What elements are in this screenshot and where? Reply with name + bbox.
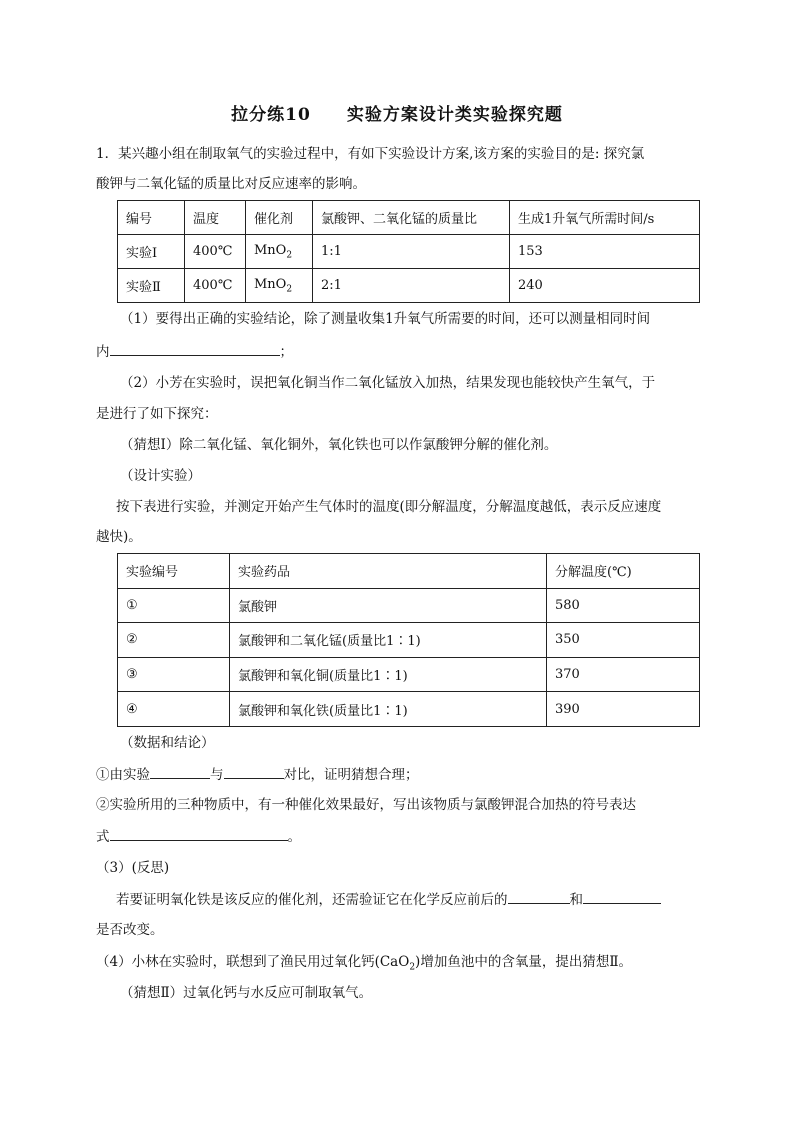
text: （4）小林在实验时，联想到了渔民用过氧化钙(CaO: [96, 954, 410, 970]
table-cell: ①: [118, 588, 230, 623]
table-cell: ②: [118, 623, 230, 658]
table-cell: 实验Ⅱ: [118, 269, 185, 303]
table-cell: 390: [547, 692, 700, 727]
sub-question-2-line2: 是进行了如下探究：: [96, 406, 218, 422]
header-cell: 催化剂: [246, 201, 313, 235]
sub-question-1-line2: [96, 341, 293, 362]
table-cell: 2:1: [313, 269, 510, 303]
header-cell: 温度: [185, 201, 246, 235]
table-cell: 240: [510, 269, 700, 303]
table-cell: [246, 235, 313, 269]
text: 式: [96, 829, 110, 845]
conclusion-1: [96, 764, 419, 785]
answer-blank[interactable]: [110, 826, 288, 841]
text: 对比，证明猜想合理；: [283, 767, 419, 783]
table-row: [118, 657, 700, 692]
table-cell: [246, 269, 313, 303]
table-header-row: [118, 201, 700, 235]
table-row: [118, 588, 700, 623]
formula-subscript: 2: [409, 962, 416, 973]
page-title: 拉分练10 实验方案设计类实验探究题: [231, 105, 563, 125]
table-cell: 400℃: [185, 269, 246, 303]
sub-question-3-line2: 是否改变。: [96, 922, 164, 938]
answer-blank[interactable]: [508, 889, 570, 904]
formula-subscript: 2: [286, 250, 293, 261]
data-conclusion-heading: （数据和结论）: [120, 735, 215, 751]
formula-text: MnO: [254, 276, 287, 292]
table-cell: 氯酸钾和氧化铁(质量比1∶1): [230, 692, 547, 727]
header-cell: 编号: [118, 201, 185, 235]
text: 和: [569, 892, 583, 908]
sub-question-2-line1: （2）小芳在实验时，误把氧化铜当作二氧化锰放入加热，结果发现也能较快产生氧气，于: [120, 375, 656, 391]
header-cell: 实验编号: [118, 554, 230, 589]
question-intro-line2: 酸钾与二氧化锰的质量比对反应速率的影响。: [96, 176, 366, 192]
table-cell: 氯酸钾和二氧化锰(质量比1∶1): [230, 623, 547, 658]
table-row: [118, 623, 700, 658]
text: ；: [279, 344, 293, 360]
table-cell: 氯酸钾和氧化铜(质量比1∶1): [230, 657, 547, 692]
table-cell: 氯酸钾: [230, 588, 547, 623]
table-cell: 1:1: [313, 235, 510, 269]
formula-text: MnO: [254, 242, 287, 258]
sub-question-1-line1: （1）要得出正确的实验结论，除了测量收集1升氧气所需要的时间，还可以测量相同时间: [120, 311, 651, 327]
answer-blank[interactable]: [150, 764, 210, 779]
table-cell: 实验Ⅰ: [118, 235, 185, 269]
answer-blank[interactable]: [224, 764, 284, 779]
sub-question-4: [96, 952, 632, 978]
header-cell: 实验药品: [230, 554, 547, 589]
answer-blank[interactable]: [583, 889, 661, 904]
experiment-table-1: [117, 200, 700, 303]
design-text-line1: 按下表进行实验，并测定开始产生气体时的温度(即分解温度，分解温度越低，表示反应速度: [116, 499, 662, 515]
text: 。: [287, 829, 301, 845]
conclusion-2-line2: [96, 826, 301, 847]
table-cell: ③: [118, 657, 230, 692]
hypothesis-2: （猜想Ⅱ）过氧化钙与水反应可制取氧气。: [120, 985, 373, 1001]
hypothesis-1: （猜想Ⅰ）除二氧化锰、氧化铜外，氧化铁也可以作氯酸钾分解的催化剂。: [120, 437, 558, 453]
text: ①由实验: [96, 767, 150, 783]
table-header-row: [118, 554, 700, 589]
table-cell: ④: [118, 692, 230, 727]
design-heading: （设计实验）: [120, 468, 201, 484]
sub-question-3-heading: （3）(反思): [96, 860, 170, 876]
question-intro-line1: 1．某兴趣小组在制取氧气的实验过程中，有如下实验设计方案,该方案的实验目的是: 探究氯: [96, 146, 645, 162]
table-cell: 370: [547, 657, 700, 692]
conclusion-2-line1: ②实验所用的三种物质中，有一种催化效果最好，写出该物质与氯酸钾混合加热的符号表达: [96, 797, 636, 813]
formula-subscript: 2: [286, 284, 293, 295]
table-row: [118, 269, 700, 303]
text: 若要证明氧化铁是该反应的催化剂，还需验证它在化学反应前后的: [116, 892, 508, 908]
table-row: [118, 692, 700, 727]
table-cell: 400℃: [185, 235, 246, 269]
text: 与: [210, 767, 224, 783]
header-cell: 生成1升氧气所需时间/s: [510, 201, 700, 235]
answer-blank[interactable]: [110, 341, 280, 356]
table-row: [118, 235, 700, 269]
table-cell: 350: [547, 623, 700, 658]
text: )增加鱼池中的含氧量，提出猜想Ⅱ。: [415, 954, 632, 970]
header-cell: 氯酸钾、二氧化锰的质量比: [313, 201, 510, 235]
table-cell: 153: [510, 235, 700, 269]
text: 内: [96, 344, 110, 360]
experiment-table-2: [117, 553, 700, 727]
sub-question-3-line1: [116, 889, 661, 910]
header-cell: 分解温度(℃): [547, 554, 700, 589]
design-text-line2: 越快)。: [96, 529, 142, 545]
table-cell: 580: [547, 588, 700, 623]
